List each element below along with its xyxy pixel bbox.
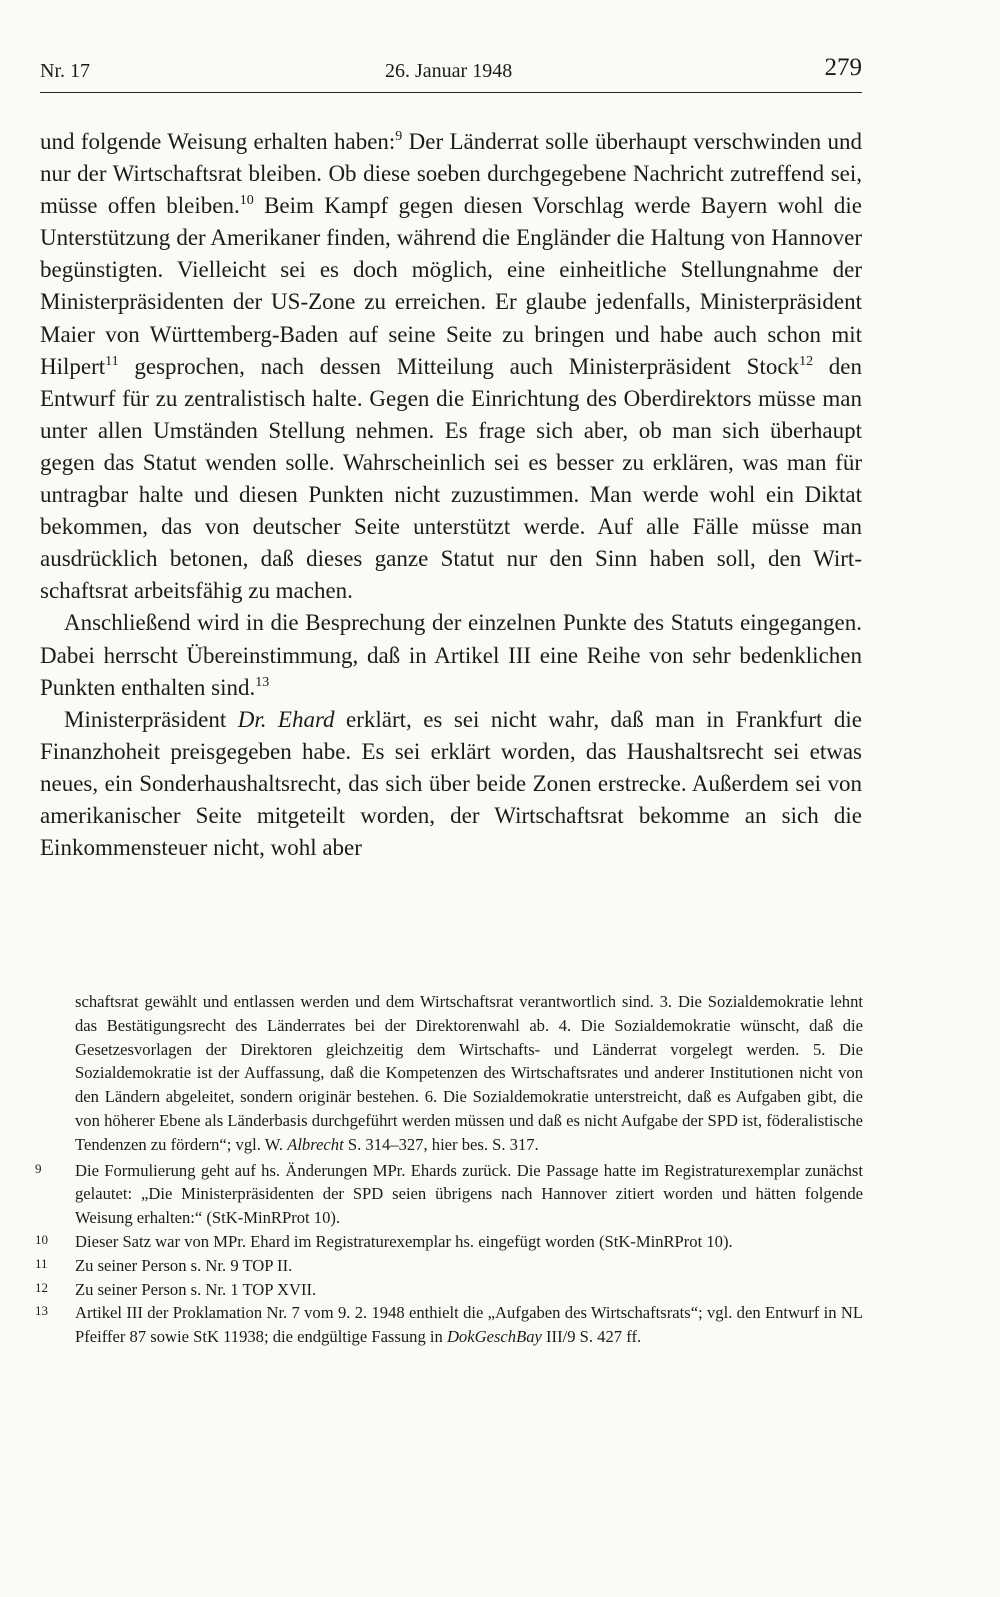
- header-date: 26. Januar 1948: [385, 60, 513, 82]
- footnote-ref-13: 13: [255, 674, 270, 690]
- footnote-9: [35, 1159, 863, 1230]
- footnote-text-b: III/9 S. 427 ff.: [541, 1327, 642, 1347]
- footnote-text: Die Formulierung geht auf hs. Änderungen MPr. Ehards zurück. Die Passage hatte im Registraturexemplar zunächst gelautet: „Die Ministerpräsidenten der SPD seien übrigens nach Hannover zitiert worden und hätten folgende Weisung erhalten:“ (StK-MinRProt 10).: [75, 1160, 863, 1228]
- paragraph-1-text-d: gesprochen, nach dessen Mitteilung auch Ministerpräsident Stock: [118, 353, 800, 379]
- paragraph-1: [40, 126, 862, 607]
- footnote-text-a: Artikel III der Proklamation Nr. 7 vom 9. 2. 1948 enthielt die „Aufgaben des Wirtschaftsrats“; vgl. den Entwurf in NL Pfeiffer 87 sowie StK 11938; die endgültige Fassung in: [75, 1303, 863, 1347]
- footnotes: [35, 990, 863, 1349]
- footnote-number: 10: [35, 1231, 48, 1247]
- footnote-13: [35, 1301, 863, 1349]
- cited-work: DokGeschBay: [446, 1327, 542, 1347]
- running-header: [40, 52, 862, 93]
- footnote-continuation: [75, 990, 863, 1157]
- document-page: [40, 52, 862, 864]
- footnote-text: Dieser Satz war von MPr. Ehard im Registraturexemplar hs. eingefügt worden (StK-MinRProt 10).: [75, 1231, 733, 1251]
- footnote-ref-12: 12: [799, 353, 814, 369]
- footnote-11: [35, 1254, 863, 1278]
- footnote-10: [35, 1230, 863, 1254]
- paragraph-3-text-b: erklärt, es sei nicht wahr, daß man in Frankfurt die Finanzhoheit preisgegeben habe. Es sei erklärt worden, das Haushaltsrecht sei etwas neues, ein Sonderhaushaltsrecht, das sich über beide Zonen erstrecke. Außerdem sei von amerikanischer Seite mitgeteilt worden, der Wirtschaftsrat bekomme an sich die Einkommensteuer nicht, wohl aber: [40, 706, 862, 861]
- footnote-number: 12: [35, 1279, 48, 1295]
- footnote-ref-10: 10: [239, 193, 254, 209]
- person-name: Dr. Ehard: [237, 706, 335, 732]
- footnote-text: Zu seiner Person s. Nr. 1 TOP XVII.: [75, 1279, 317, 1299]
- footnote-12: [35, 1278, 863, 1302]
- document-number: Nr. 17: [40, 60, 90, 82]
- footnote-continuation-text-a: schaftsrat gewählt und entlassen werden und dem Wirtschaftsrat verantwortlich sind. 3. Die Sozialdemokratie lehnt das Bestätigungsrecht des Länderrates bei der Direktorenwahl ab. 4. Die Sozialdemokratie wünscht, daß die Gesetzesvorlagen der Direktoren gleichzeitig dem Wirtschafts- und Länderrat vorgelegt werden. 5. Die Sozialdemokratie ist der Auffassung, daß die Kompetenzen des Wirtschaftsrates und anderer Institutionen nicht von den Ländern abgeleitet, sondern originär bestehen. 6. Die Sozialdemokratie unterstreicht, daß es Aufgaben gibt, die von höherer Ebene als Länderbasis durchgeführt werden müssen und daß es nicht Aufgabe der SPD ist, föderalistische Tendenzen zu fördern“; vgl. W.: [75, 992, 863, 1154]
- footnote-number: 11: [35, 1255, 48, 1271]
- footnote-number: 9: [35, 1160, 42, 1176]
- footnote-text: Zu seiner Person s. Nr. 9 TOP II.: [75, 1255, 293, 1275]
- footnote-ref-9: 9: [395, 129, 403, 144]
- cited-author: Albrecht: [287, 1134, 344, 1154]
- footnote-ref-11: 11: [105, 353, 119, 369]
- paragraph-1-text-e: den Entwurf für zu zentralistisch halte. Gegen die Einrichtung des Oberdirektors müsse man unter allen Umständen Stellung nehmen. Es frage sich aber, ob man sich überhaupt gegen das Statut wenden solle. Wahrscheinlich sei es besser zu erklären, was man für untragbar halte und diesen Punkten nicht zuzustimmen. Man werde wohl ein Diktat bekommen, das von deutscher Seite unterstützt werde. Auf alle Fälle müsse man ausdrücklich betonen, daß dieses ganze Statut nur den Sinn haben soll, den Wirtschaftsrat arbeitsfähig zu machen.: [40, 353, 862, 604]
- paragraph-1-text-b: Der Länderrat solle überhaupt verschwinden und nur der Wirtschaftsrat bleiben. Ob diese soeben durchgegebene Nachricht zutreffend sei, müsse offen bleiben.: [40, 129, 862, 219]
- footnote-number: 13: [35, 1303, 48, 1319]
- paragraph-1-text-a: und folgende Weisung erhalten haben:: [40, 129, 396, 154]
- paragraph-3-text-a: Ministerpräsident: [64, 706, 238, 732]
- paragraph-3: [40, 704, 862, 864]
- paragraph-2: [40, 607, 862, 703]
- main-text: [40, 126, 862, 864]
- paragraph-1-text-c: Beim Kampf gegen diesen Vorschlag werde Bayern wohl die Unterstützung der Amerikaner finden, während die Engländer die Haltung von Hannover begünstigten. Vielleicht sei es doch möglich, eine einheitliche Stellungnahme der Ministerpräsidenten der US-Zone zu erreichen. Er glaube jedenfalls, Ministerpräsident Maier von Württemberg-Baden auf seine Seite zu bringen und habe auch schon mit Hilpert: [40, 193, 862, 379]
- paragraph-2-text: Anschließend wird in die Besprechung der einzelnen Punkte des Statuts eingegangen. Dabei herrscht Übereinstimmung, daß in Artikel III eine Reihe von sehr bedenklichen Punkten enthalten sind.: [40, 610, 862, 700]
- footnote-continuation-text-b: S. 314–327, hier bes. S. 317.: [343, 1134, 539, 1154]
- page-number: 279: [824, 54, 862, 81]
